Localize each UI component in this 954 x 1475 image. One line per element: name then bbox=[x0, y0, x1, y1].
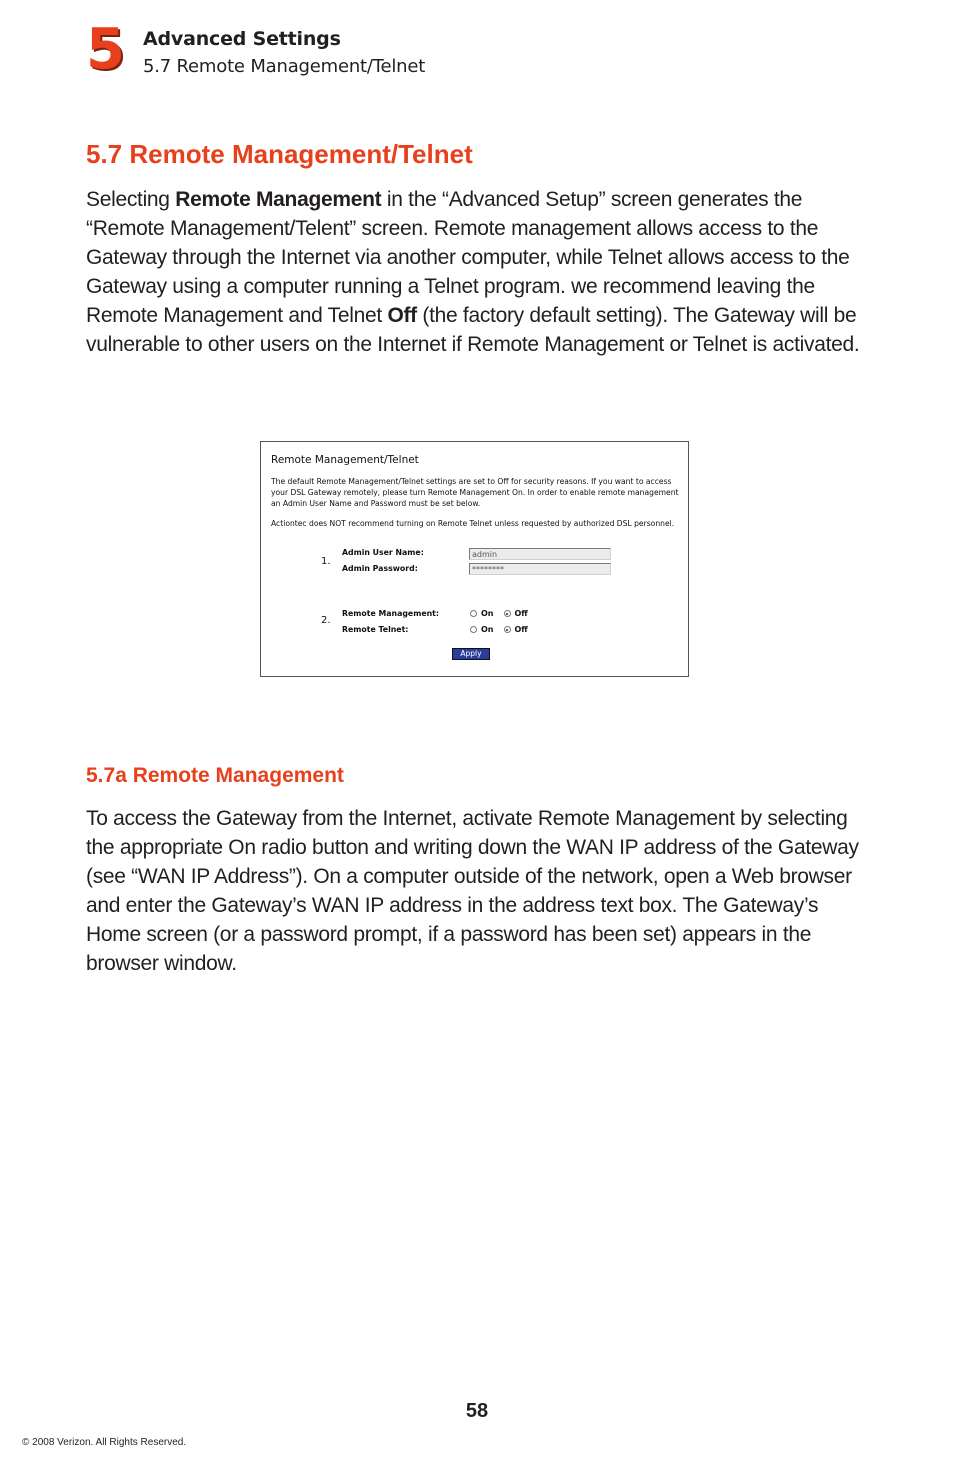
remote-management-on-label: On bbox=[481, 609, 494, 618]
remote-telnet-on-label: On bbox=[481, 625, 494, 634]
admin-password-label: Admin Password: bbox=[342, 564, 418, 573]
admin-user-name-label: Admin User Name: bbox=[342, 548, 424, 557]
intro-text: (the factory default setting). The Gateway will be vulnerable to other users on the Internet if Remote Management or Telnet is activated. bbox=[86, 304, 860, 356]
remote-management-label: Remote Management: bbox=[342, 609, 440, 618]
copyright-notice: © 2008 Verizon. All Rights Reserved. bbox=[22, 1437, 187, 1448]
remote-management-off-label: Off bbox=[514, 609, 528, 618]
page-number: 58 bbox=[465, 1400, 489, 1422]
step-2-number: 2. bbox=[321, 615, 331, 626]
screenshot-title: Remote Management/Telnet bbox=[271, 454, 419, 466]
chapter-number: 5 bbox=[86, 17, 125, 82]
chapter-title: Advanced Settings bbox=[143, 28, 341, 50]
intro-text: in the “Advanced Setup” screen generates the “Remote Management/Telent” screen. Remote management allows access to the Gateway through the Internet via another computer, while Telnet allows access to the Gateway using a computer running a Telnet program. we recommend leaving the Remote Management and Telnet bbox=[86, 188, 850, 327]
screenshot-warning: Actiontec does NOT recommend turning on Remote Telnet unless requested by authorized DSL personnel. bbox=[271, 519, 675, 528]
subsection-title: 5.7a Remote Management bbox=[86, 764, 344, 787]
intro-paragraph bbox=[86, 185, 876, 359]
intro-text: Selecting bbox=[86, 188, 176, 211]
remote-telnet-radio-group bbox=[470, 625, 538, 634]
remote-management-off-radio[interactable] bbox=[504, 610, 511, 617]
intro-bold-remote-management: Remote Management bbox=[175, 188, 382, 211]
remote-management-radio-group bbox=[470, 609, 538, 618]
remote-management-screenshot bbox=[260, 441, 689, 677]
intro-bold-off: Off bbox=[387, 304, 417, 327]
section-title: 5.7 Remote Management/Telnet bbox=[86, 139, 473, 169]
step-1-number: 1. bbox=[321, 556, 331, 567]
remote-telnet-on-radio[interactable] bbox=[470, 626, 477, 633]
apply-button[interactable]: Apply bbox=[452, 648, 490, 660]
section-reference: 5.7 Remote Management/Telnet bbox=[143, 56, 426, 77]
remote-access-paragraph: To access the Gateway from the Internet, activate Remote Management by selecting the appropriate On radio button and writing down the WAN IP address of the Gateway (see “WAN IP Address”). On a computer outside of the network, open a Web browser and enter the Gateway’s WAN IP address in the address text box. The Gateway’s Home screen (or a password prompt, if a password has been set) appears in the browser window. bbox=[86, 807, 859, 975]
remote-telnet-label: Remote Telnet: bbox=[342, 625, 409, 634]
admin-user-name-input[interactable] bbox=[469, 548, 611, 560]
remote-management-on-radio[interactable] bbox=[470, 610, 477, 617]
remote-telnet-off-radio[interactable] bbox=[504, 626, 511, 633]
screenshot-description: The default Remote Management/Telnet settings are set to Off for security reasons. If you want to access your DSL Gateway remotely, please turn Remote Management On. In order to enable remote management an Admin User Name and Password must be set below. bbox=[271, 477, 679, 508]
remote-telnet-off-label: Off bbox=[514, 625, 528, 634]
admin-password-input[interactable] bbox=[469, 563, 611, 575]
